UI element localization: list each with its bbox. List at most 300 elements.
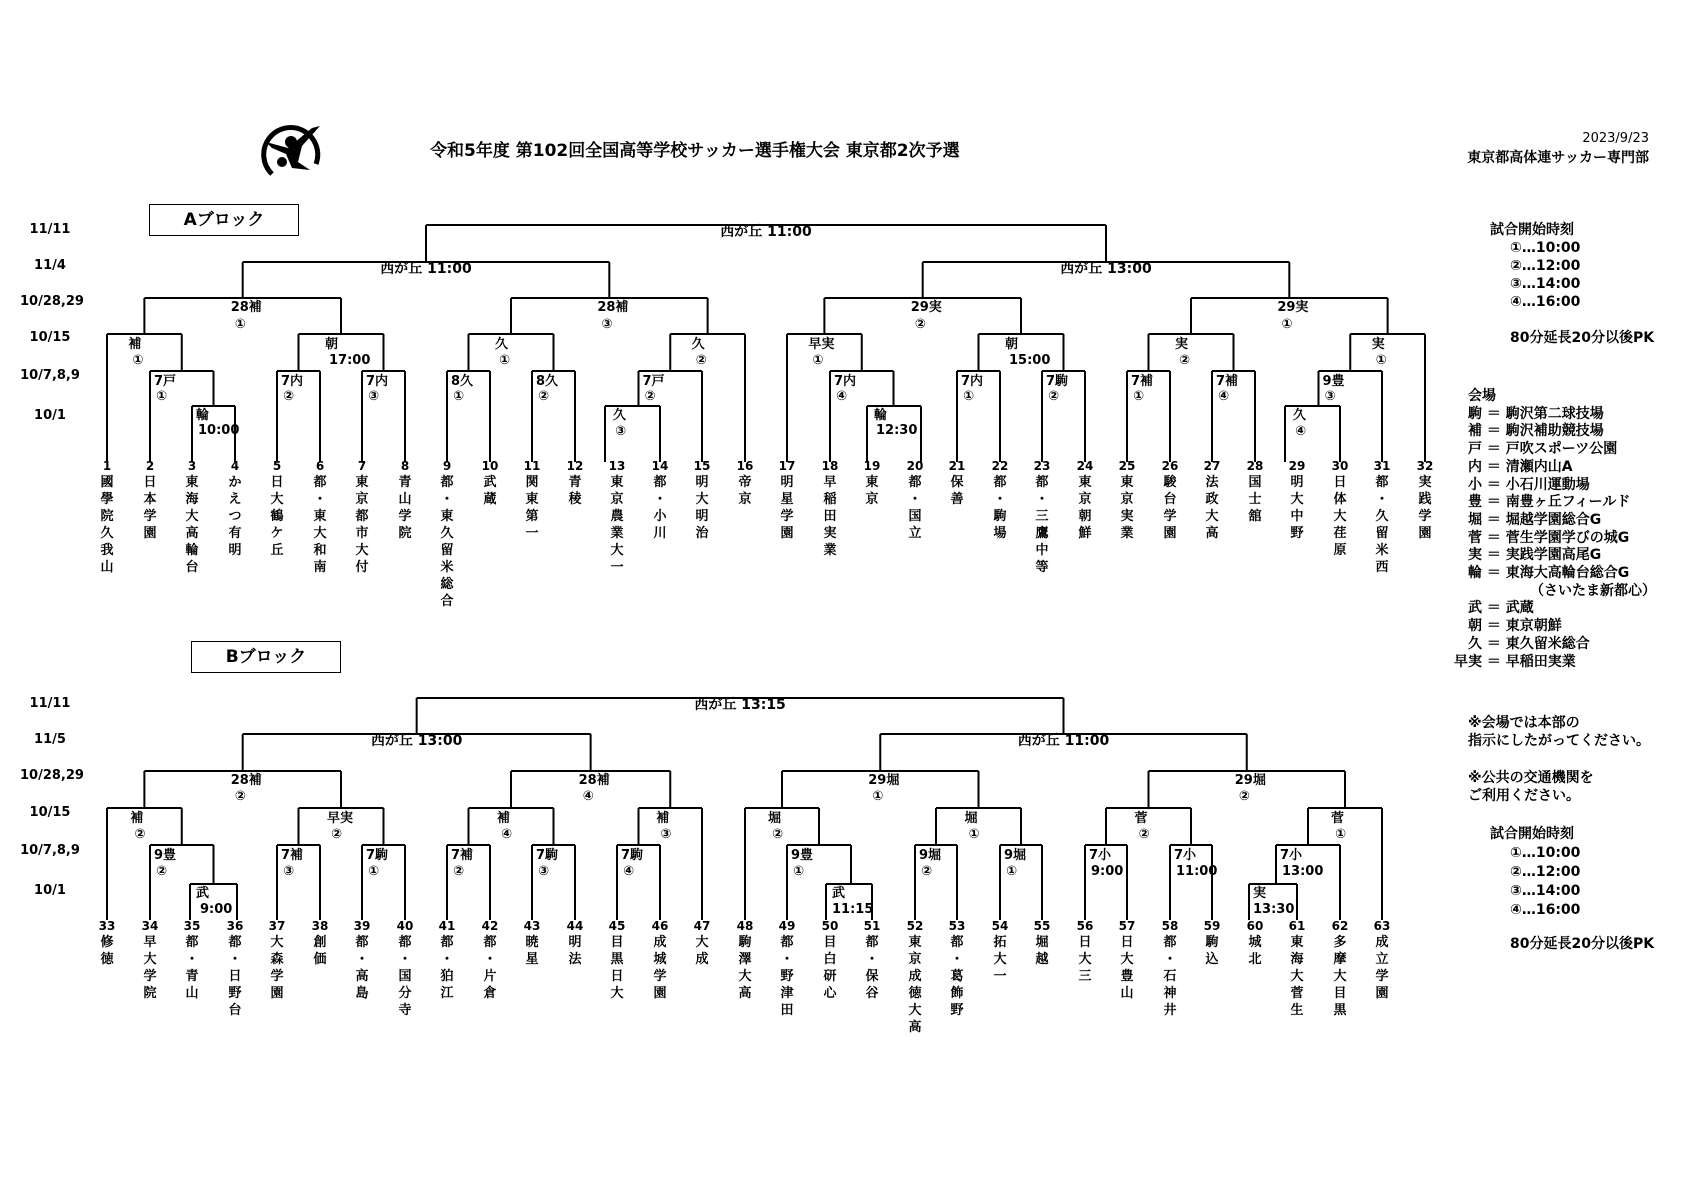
team-name-char: 駒 bbox=[993, 509, 1007, 524]
match-venue: 7補 bbox=[1216, 374, 1239, 389]
match-venue: 実 bbox=[1175, 337, 1189, 352]
team-name-char: 京 bbox=[355, 492, 369, 507]
round-label: 11/11 bbox=[29, 222, 71, 237]
team-name-char: 大 bbox=[185, 509, 199, 524]
note-venue-instructions bbox=[1468, 714, 1650, 750]
team-name-char: 山 bbox=[398, 492, 412, 507]
match-venue: 29実 bbox=[1277, 300, 1309, 315]
match-venue: 7補 bbox=[451, 848, 474, 863]
team-name-char: 南 bbox=[313, 560, 327, 575]
match-venue: 9堀 bbox=[919, 848, 942, 863]
team-name-char: 園 bbox=[1163, 526, 1177, 541]
match-slot: ③ bbox=[660, 827, 672, 842]
team-name-char: 狛 bbox=[440, 969, 454, 984]
team-name-char: 都 bbox=[483, 935, 497, 950]
match-slot: ④ bbox=[623, 864, 635, 879]
team-name-char: 北 bbox=[1248, 952, 1262, 967]
match-slot: ① bbox=[812, 353, 824, 368]
match-slot: ② bbox=[1238, 789, 1250, 804]
match-slot: 11:00 bbox=[1176, 864, 1218, 879]
team-number: 9 bbox=[442, 459, 452, 473]
match-slot: ② bbox=[772, 827, 784, 842]
match-slot: ② bbox=[1138, 827, 1150, 842]
team-name-char: 神 bbox=[1163, 986, 1177, 1001]
match-venue: 7内 bbox=[961, 374, 984, 389]
match-venue: 28補 bbox=[597, 300, 629, 315]
team-name-char: 黒 bbox=[1333, 1003, 1347, 1018]
match-venue: 朝 bbox=[1005, 337, 1019, 352]
match-venue: 7内 bbox=[366, 374, 389, 389]
venue-entry: 駒 ＝ 駒沢第二球技場 bbox=[1468, 405, 1604, 422]
team-number: 18 bbox=[821, 459, 839, 473]
team-name-char: 実 bbox=[1418, 475, 1432, 490]
team-name-char: 大 bbox=[1120, 952, 1134, 967]
round-label: 10/28,29 bbox=[20, 768, 84, 783]
team-name-char: 実 bbox=[1120, 509, 1134, 524]
team-name-char: 豊 bbox=[1120, 969, 1134, 984]
venue-entry-note: （さいたま新都心） bbox=[1530, 582, 1656, 599]
team-number: 23 bbox=[1033, 459, 1051, 473]
venue-entry: 堀 ＝ 堀越学園総合G bbox=[1468, 511, 1602, 528]
team-name-char: 菅 bbox=[1290, 986, 1304, 1001]
team-name-char: 士 bbox=[1248, 492, 1262, 507]
team-number: 51 bbox=[863, 919, 881, 933]
team-name-char: 山 bbox=[185, 986, 199, 1001]
match-venue: 補 bbox=[656, 811, 670, 826]
team-name-char: 園 bbox=[270, 986, 284, 1001]
venue-entry: 菅 ＝ 菅生学園学びの城G bbox=[1468, 529, 1630, 546]
team-name-char: 学 bbox=[780, 509, 794, 524]
match-slot: ④ bbox=[582, 789, 594, 804]
team-name-char: 院 bbox=[100, 509, 114, 524]
start-times-panel bbox=[1490, 221, 1580, 311]
team-name-char: 日 bbox=[270, 475, 284, 490]
team-number: 3 bbox=[187, 459, 197, 473]
match-venue: 29堀 bbox=[868, 773, 900, 788]
match-venue: 武 bbox=[196, 886, 210, 901]
team-name-char: ・ bbox=[780, 952, 794, 967]
team-name-char: 城 bbox=[1248, 935, 1262, 950]
team-name-char: 大 bbox=[1290, 492, 1304, 507]
match-venue: 7駒 bbox=[536, 848, 559, 863]
team-number: 16 bbox=[736, 459, 754, 473]
venue-entry: 久 ＝ 東久留米総合 bbox=[1468, 635, 1590, 652]
team-name-char: 本 bbox=[143, 492, 157, 507]
team-name-char: 総 bbox=[440, 577, 454, 592]
team-name-char: ・ bbox=[950, 952, 964, 967]
team-name-char: 大 bbox=[738, 969, 752, 984]
match-venue: 西が丘 11:00 bbox=[380, 261, 472, 277]
team-name-char: 践 bbox=[1418, 492, 1432, 507]
team-name-char: ・ bbox=[440, 492, 454, 507]
match-venue: 7小 bbox=[1280, 848, 1303, 863]
team-name-char: 明 bbox=[695, 475, 709, 490]
team-name-char: え bbox=[228, 492, 242, 507]
match-slot: ① bbox=[1375, 353, 1387, 368]
team-number: 48 bbox=[736, 919, 754, 933]
team-name-char: 井 bbox=[1163, 1003, 1177, 1018]
team-name-char: 成 bbox=[695, 952, 709, 967]
match-venue: 7補 bbox=[1131, 374, 1154, 389]
match-slot: ① bbox=[1006, 864, 1018, 879]
team-number: 12 bbox=[566, 459, 584, 473]
team-name-char: 一 bbox=[993, 969, 1007, 984]
team-name-char: 駿 bbox=[1163, 475, 1177, 490]
match-venue: 補 bbox=[130, 811, 144, 826]
team-name-char: 都 bbox=[653, 475, 667, 490]
team-name-char: 青 bbox=[568, 475, 582, 490]
team-number: 58 bbox=[1161, 919, 1179, 933]
team-number: 7 bbox=[357, 459, 367, 473]
team-name-char: 暁 bbox=[525, 935, 539, 950]
venue-entry: 小 ＝ 小石川運動場 bbox=[1468, 476, 1590, 493]
team-name-char: 徳 bbox=[100, 952, 114, 967]
match-slot: ① bbox=[453, 389, 465, 404]
team-number: 40 bbox=[396, 919, 414, 933]
team-name-char: ・ bbox=[1035, 492, 1049, 507]
team-number: 33 bbox=[98, 919, 116, 933]
match-venue: 補 bbox=[128, 337, 142, 352]
team-name-char: 海 bbox=[185, 492, 199, 507]
team-name-char: 高 bbox=[185, 526, 199, 541]
team-name-char: 場 bbox=[993, 526, 1007, 541]
team-name-char: 価 bbox=[313, 952, 327, 967]
team-name-char: 片 bbox=[483, 969, 497, 984]
round-label: 10/28,29 bbox=[20, 294, 84, 309]
team-name-char: 大 bbox=[1205, 509, 1219, 524]
team-name-char: 明 bbox=[780, 475, 794, 490]
team-number: 55 bbox=[1033, 919, 1051, 933]
match-venue: 28補 bbox=[578, 773, 610, 788]
team-name-char: 目 bbox=[610, 935, 624, 950]
team-name-char: 善 bbox=[950, 492, 964, 507]
team-name-char: 研 bbox=[823, 969, 837, 984]
round-label: 11/11 bbox=[29, 696, 71, 711]
match-slot: ② bbox=[453, 864, 465, 879]
team-name-char: 明 bbox=[568, 935, 582, 950]
team-name-char: 実 bbox=[823, 526, 837, 541]
team-name-char: 大 bbox=[908, 1003, 922, 1018]
match-venue: 西が丘 11:00 bbox=[720, 224, 812, 240]
team-number: 27 bbox=[1203, 459, 1221, 473]
team-name-char: 日 bbox=[1120, 935, 1134, 950]
round-label: 10/15 bbox=[29, 805, 71, 820]
team-number: 61 bbox=[1288, 919, 1306, 933]
team-name-char: 海 bbox=[1290, 952, 1304, 967]
start-time: ①…10:00 bbox=[1510, 240, 1581, 256]
team-name-char: 都 bbox=[780, 935, 794, 950]
match-slot: 15:00 bbox=[1009, 353, 1051, 368]
team-number: 57 bbox=[1118, 919, 1136, 933]
team-name-char: 野 bbox=[780, 969, 794, 984]
team-name-char: 留 bbox=[440, 543, 454, 558]
team-name-char: 野 bbox=[1290, 526, 1304, 541]
match-slot: ③ bbox=[283, 864, 295, 879]
team-name-char: 星 bbox=[780, 492, 794, 507]
team-name-char: ・ bbox=[1375, 492, 1389, 507]
team-number: 35 bbox=[183, 919, 201, 933]
team-name-char: 京 bbox=[1120, 492, 1134, 507]
match-slot: ② bbox=[538, 389, 550, 404]
venue-entry: 実 ＝ 実践学園高尾G bbox=[1468, 547, 1602, 564]
team-name-char: 徳 bbox=[908, 986, 922, 1001]
team-number: 15 bbox=[693, 459, 711, 473]
match-slot: ② bbox=[234, 789, 246, 804]
team-name-char: 大 bbox=[695, 492, 709, 507]
team-name-char: 政 bbox=[1205, 492, 1219, 507]
team-name-char: ・ bbox=[908, 492, 922, 507]
team-number: 21 bbox=[948, 459, 966, 473]
team-name-char: 大 bbox=[1333, 969, 1347, 984]
match-venue: 7駒 bbox=[366, 848, 389, 863]
team-name-char: 分 bbox=[398, 986, 412, 1001]
venue-legend bbox=[1454, 388, 1656, 671]
match-slot: ③ bbox=[368, 389, 380, 404]
team-name-char: 都 bbox=[950, 935, 964, 950]
team-number: 52 bbox=[906, 919, 924, 933]
match-slot: ② bbox=[1179, 353, 1191, 368]
team-number: 50 bbox=[821, 919, 839, 933]
match-venue: 7補 bbox=[281, 848, 304, 863]
team-name-char: 治 bbox=[695, 526, 709, 541]
start-time: ④…16:00 bbox=[1510, 902, 1581, 918]
match-venue: 9豊 bbox=[1322, 374, 1345, 389]
team-name-char: ・ bbox=[313, 492, 327, 507]
team-name-char: 京 bbox=[610, 492, 624, 507]
team-name-char: 舘 bbox=[1248, 509, 1262, 524]
team-name-char: 山 bbox=[100, 560, 114, 575]
round-label: 10/1 bbox=[34, 408, 66, 423]
team-name-char: ・ bbox=[1163, 952, 1177, 967]
match-venue: 28補 bbox=[230, 773, 262, 788]
team-number: 1 bbox=[102, 459, 112, 473]
team-name-char: 高 bbox=[1205, 526, 1219, 541]
match-slot: ② bbox=[644, 389, 656, 404]
team-name-char: 一 bbox=[610, 560, 624, 575]
team-name-char: 中 bbox=[1035, 543, 1049, 558]
team-name-char: 鷹 bbox=[1035, 526, 1049, 541]
match-venue: 9堀 bbox=[1004, 848, 1027, 863]
match-venue: 久 bbox=[495, 337, 509, 352]
start-time: ③…14:00 bbox=[1510, 276, 1581, 292]
team-name-char: 学 bbox=[143, 969, 157, 984]
start-times-title: 試合開始時刻 bbox=[1490, 222, 1574, 238]
team-number: 20 bbox=[906, 459, 924, 473]
match-venue: 久 bbox=[691, 337, 705, 352]
team-name-char: 学 bbox=[1375, 969, 1389, 984]
team-name-char: 学 bbox=[143, 509, 157, 524]
team-name-char: 高 bbox=[355, 969, 369, 984]
match-venue: 西が丘 11:00 bbox=[1017, 733, 1110, 749]
block-a-label: Aブロック bbox=[149, 204, 299, 236]
team-number: 44 bbox=[566, 919, 584, 933]
team-number: 56 bbox=[1076, 919, 1094, 933]
team-number: 54 bbox=[991, 919, 1009, 933]
team-name-char: 都 bbox=[440, 475, 454, 490]
team-name-char: 都 bbox=[865, 935, 879, 950]
team-number: 32 bbox=[1416, 459, 1434, 473]
team-name-char: 東 bbox=[908, 935, 922, 950]
note-public-transport bbox=[1468, 769, 1594, 805]
team-name-char: 農 bbox=[610, 509, 624, 524]
team-name-char: 都 bbox=[993, 475, 1007, 490]
team-number: 25 bbox=[1118, 459, 1136, 473]
team-name-char: ・ bbox=[228, 952, 242, 967]
team-name-char: 城 bbox=[653, 952, 667, 967]
team-name-char: 駒 bbox=[1205, 935, 1219, 950]
team-name-char: 中 bbox=[1290, 509, 1304, 524]
venue-entry: 武 ＝ 武蔵 bbox=[1468, 600, 1534, 617]
round-label: 10/1 bbox=[34, 883, 66, 898]
team-name-char: 園 bbox=[780, 526, 794, 541]
team-name-char: 業 bbox=[610, 526, 624, 541]
team-name-char: 都 bbox=[185, 935, 199, 950]
extra-time-rule-b: 80分延長20分以後PK bbox=[1510, 936, 1655, 952]
team-name-char: 日 bbox=[143, 475, 157, 490]
venue-entry: 補 ＝ 駒沢補助競技場 bbox=[1468, 423, 1604, 440]
start-time: ②…12:00 bbox=[1510, 258, 1581, 274]
match-venue: 7駒 bbox=[621, 848, 644, 863]
team-name-char: 成 bbox=[908, 969, 922, 984]
team-name-char: 大 bbox=[143, 952, 157, 967]
match-venue: 7内 bbox=[281, 374, 304, 389]
team-name-char: 大 bbox=[355, 543, 369, 558]
team-name-char: 東 bbox=[1120, 475, 1134, 490]
match-slot: ① bbox=[156, 389, 168, 404]
venue-entry: 輪 ＝ 東海大高輪台総合G bbox=[1468, 565, 1630, 582]
team-name-char: 堀 bbox=[1035, 935, 1049, 950]
team-number: 11 bbox=[523, 459, 541, 473]
team-name-char: 都 bbox=[313, 475, 327, 490]
team-name-char: 帝 bbox=[738, 475, 752, 490]
team-name-char: ・ bbox=[440, 952, 454, 967]
team-name-char: 青 bbox=[398, 475, 412, 490]
team-number: 26 bbox=[1161, 459, 1179, 473]
team-name-char: 我 bbox=[100, 543, 114, 558]
team-name-char: ・ bbox=[355, 952, 369, 967]
match-slot: ② bbox=[914, 317, 926, 332]
team-name-char: 等 bbox=[1035, 560, 1049, 575]
match-slot: ① bbox=[234, 317, 246, 332]
team-name-char: 大 bbox=[993, 952, 1007, 967]
team-name-char: 輪 bbox=[185, 543, 199, 558]
team-name-char: 一 bbox=[525, 526, 539, 541]
match-venue: 29堀 bbox=[1234, 773, 1266, 788]
team-name-char: 東 bbox=[185, 475, 199, 490]
match-slot: 17:00 bbox=[329, 353, 371, 368]
team-name-char: 大 bbox=[270, 935, 284, 950]
team-name-char: つ bbox=[228, 509, 242, 524]
team-name-char: 修 bbox=[100, 935, 114, 950]
match-venue: 8久 bbox=[451, 374, 474, 389]
match-slot: 10:00 bbox=[198, 423, 240, 438]
match-slot: ③ bbox=[601, 317, 613, 332]
match-venue: 久 bbox=[613, 408, 627, 423]
team-name-char: 大 bbox=[1290, 969, 1304, 984]
team-name-char: ・ bbox=[185, 952, 199, 967]
match-venue: 輪 bbox=[874, 408, 888, 423]
match-venue: 29実 bbox=[910, 300, 942, 315]
team-name-char: 島 bbox=[355, 986, 369, 1001]
team-number: 63 bbox=[1373, 919, 1391, 933]
team-number: 36 bbox=[226, 919, 244, 933]
match-slot: ① bbox=[968, 827, 980, 842]
team-number: 49 bbox=[778, 919, 796, 933]
team-name-char: 高 bbox=[908, 1020, 922, 1035]
team-name-char: 東 bbox=[1078, 475, 1092, 490]
team-name-char: 都 bbox=[440, 935, 454, 950]
team-number: 41 bbox=[438, 919, 456, 933]
team-name-char: 国 bbox=[908, 509, 922, 524]
team-name-char: 保 bbox=[950, 475, 964, 490]
team-number: 6 bbox=[315, 459, 325, 473]
team-name-char: 京 bbox=[738, 492, 752, 507]
round-label: 10/7,8,9 bbox=[20, 368, 80, 383]
match-slot: 9:00 bbox=[1091, 864, 1124, 879]
team-name-char: 駒 bbox=[738, 935, 752, 950]
match-venue: 西が丘 13:00 bbox=[370, 733, 463, 749]
team-name-char: 都 bbox=[1375, 475, 1389, 490]
team-name-char: ・ bbox=[865, 952, 879, 967]
team-name-char: 院 bbox=[398, 526, 412, 541]
team-name-char: 白 bbox=[823, 952, 837, 967]
match-slot: ④ bbox=[836, 389, 848, 404]
match-venue: 西が丘 13:15 bbox=[694, 697, 786, 713]
team-name-char: 学 bbox=[1163, 509, 1177, 524]
team-name-char: 京 bbox=[1078, 492, 1092, 507]
team-name-char: 日 bbox=[1078, 935, 1092, 950]
team-name-char: 大 bbox=[1333, 509, 1347, 524]
match-slot: ② bbox=[695, 353, 707, 368]
match-slot: ③ bbox=[615, 424, 627, 439]
extra-time-rule: 80分延長20分以後PK bbox=[1510, 330, 1655, 346]
team-name-char: 丘 bbox=[270, 543, 284, 558]
team-name-char: 津 bbox=[780, 986, 794, 1001]
team-name-char: 大 bbox=[1078, 952, 1092, 967]
team-name-char: 拓 bbox=[993, 935, 1007, 950]
team-name-char: 三 bbox=[1035, 509, 1049, 524]
team-name-char: 体 bbox=[1333, 492, 1347, 507]
team-name-char: 野 bbox=[950, 1003, 964, 1018]
match-venue: 実 bbox=[1371, 337, 1385, 352]
team-name-char: 法 bbox=[568, 952, 582, 967]
venue-entry: 内 ＝ 清瀬内山A bbox=[1468, 458, 1573, 475]
team-name-char: 大 bbox=[270, 492, 284, 507]
team-name-char: 三 bbox=[1078, 969, 1092, 984]
team-name-char: 台 bbox=[185, 560, 199, 575]
team-name-char: 東 bbox=[1290, 935, 1304, 950]
team-number: 4 bbox=[230, 459, 240, 473]
team-name-char: 国 bbox=[1248, 475, 1262, 490]
team-name-char: 早 bbox=[823, 475, 837, 490]
team-name-char: 倉 bbox=[483, 986, 497, 1001]
note-line: ご利用ください。 bbox=[1468, 788, 1580, 804]
start-times-panel-b bbox=[1490, 825, 1580, 920]
team-name-char: 明 bbox=[695, 509, 709, 524]
match-slot: ④ bbox=[1295, 424, 1307, 439]
team-number: 30 bbox=[1331, 459, 1349, 473]
team-name-char: 有 bbox=[228, 526, 242, 541]
team-name-char: 西 bbox=[1375, 560, 1389, 575]
team-name-char: 日 bbox=[1333, 475, 1347, 490]
match-venue: 輪 bbox=[196, 408, 210, 423]
team-name-char: 成 bbox=[1375, 935, 1389, 950]
team-number: 28 bbox=[1246, 459, 1264, 473]
team-name-char: 立 bbox=[908, 526, 922, 541]
team-name-char: ・ bbox=[398, 952, 412, 967]
team-number: 37 bbox=[268, 919, 286, 933]
team-name-char: 鮮 bbox=[1078, 526, 1092, 541]
